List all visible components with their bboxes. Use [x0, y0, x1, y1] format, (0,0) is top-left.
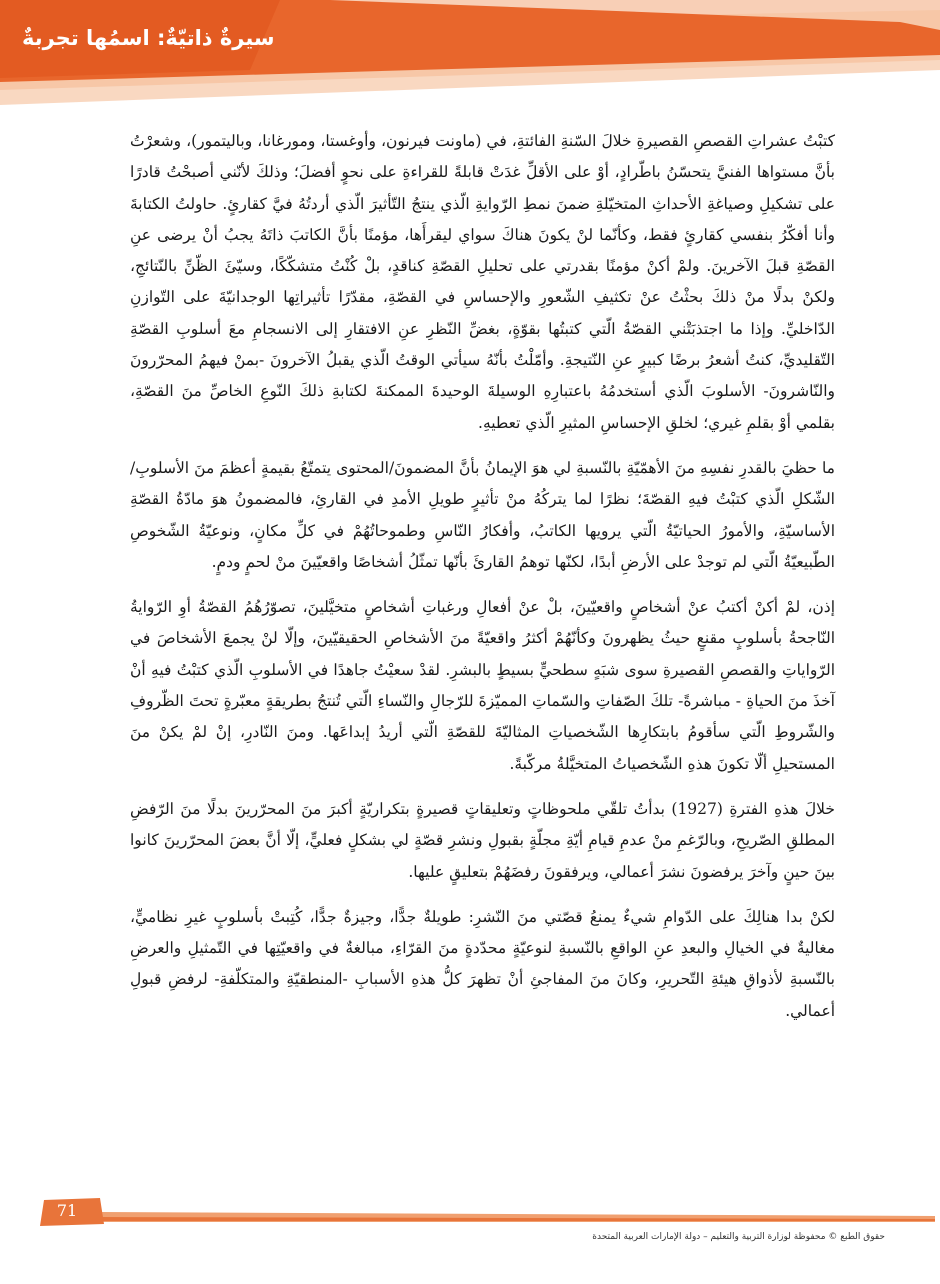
- header-band: [0, 0, 940, 110]
- copyright-notice: حقوق الطبع © محفوظة لوزارة التربية والتعليم – دولة الإمارات العربية المتحدة: [592, 1232, 885, 1242]
- article-body: [130, 126, 835, 1041]
- paragraph-2: ما حظيَ بالقدرِ نفسِهِ منَ الأهمّيّةِ بالنّسبةِ لي هوَ الإيمانُ بأنَّ المضمونَ/المحتوى يتمتّعُ بقيمةٍ أعظمَ منَ الأسلوبِ/الشّكلِ الّذي كتبْتُ فيهِ القصّةَ؛ نظرًا لما يتركُهُ منْ تأثيرٍ طويلِ الأمدِ في القارئِ، فالمضمونُ هوَ مادّةُ القصّةِ الأساسيّةِ، والأمورُ الحياتيّةُ الّتي يرويها الكاتبُ، وأفكارُ النّاسِ وطموحاتُهُمْ في كلِّ مكانٍ، ونوعيّةُ الشّخوصِ الطّبيعيّةُ الّتي لم توجدْ على الأرضِ أبدًا، لكنّها توهمُ القارئَ بأنّها تمثّلُ أشخاصًا واقعيّينَ منْ لحمٍ ودمٍ.: [130, 458, 835, 571]
- paragraph-5: لكنْ بدا هنالِكَ على الدّوامِ شيءٌ يمنعُ قصّتي منَ النّشرِ: طويلةٌ جدًّا، وجيزةٌ جدًّا، كُتِبتْ بأسلوبٍ غيرِ نظاميٍّ، مغاليةٌ في الخيالِ والبعدِ عنِ الواقعِ بالنّسبةِ لنوعيّةٍ محدّدةٍ منَ القرّاءِ، مبالغةٌ في واقعيّتِها في التّمثيلِ والعرضِ بالنّسبةِ لأذواقِ هيئةِ التّحريرِ، وكانَ منَ المفاجئِ أنْ تظهرَ كلُّ هذهِ الأسبابِ -المنطقيّةِ والمتكلّفةِ- لرفضِ قبولِ أعمالي.: [130, 907, 836, 1020]
- page-number: 71: [56, 1201, 78, 1220]
- paragraph-3: إذن، لمْ أكنْ أكتبُ عنْ أشخاصٍ واقعيّينَ، بلْ عنْ أفعالِ ورغباتِ أشخاصٍ متخيَّلينَ، تصوّرُهُمُ القصّةُ أوِ الرّوايةُ النّاجحةُ بأسلوبٍ مقنعٍ حيثُ يظهرونَ وكأنّهُمْ أكثرُ واقعيّةً منَ الأشخاصِ الحقيقيّينَ، وإلّا لنْ يجمعَ الأشخاصَ في الرّواياتِ والقصصِ القصيرةِ سوى شبَهٍ سطحيٍّ بسيطٍ بالبشرِ. لقدْ سعيْتُ جاهدًا في الأسلوبِ الّذي كتبْتُ فيهِ أنْ آخذَ منَ الحياةِ - مباشرةً- تلكَ الصّفاتِ والسّماتِ المميّزةَ للرّجالِ والنّساءِ الّتي تُنتجُ بطريقةٍ معبّرةٍ تحتَ الظّروفِ والشّروطِ الّتي سأقومُ بابتكارِها الشّخصياتِ المثاليّةَ للقصّةِ الّتي أريدُ إبداعَها. ومنَ النّادرِ، إنْ لمْ يكنْ منَ المستحيلِ ألّا تكونَ هذهِ الشّخصياتُ المتخيَّلةُ مركّبةً.: [130, 598, 835, 773]
- page-title: سيرةٌ ذاتيّةٌ: اسمُها تجربةٌ: [22, 26, 275, 50]
- footer-bar: [0, 1196, 940, 1236]
- paragraph-1: كتبْتُ عشراتِ القصصِ القصيرةِ خلالَ السّنةِ الفائتةِ، في (ماونت فيرنون، وأوغستا، ومورغانا، وباليتمور)، وشعرْتُ بأنَّ مستواها الفنيَّ يتحسّنُ باطّرادٍ، أوْ على الأقلِّ غدَتْ قابلةً للقراءةِ على نحوٍ أفضلَ؛ وذلكَ لأنّني أصبحْتُ قادرًا على تشكيلِ وصياغةِ الأحداثِ المتخيّلةِ ضمنَ نمطِ الرّوايةِ الّذي ينتجُ التّأثيرَ الّذي أردتُهُ فيَّ كقارئٍ. حاولتُ الكتابةَ وأنا أفكّرُ بنفسي كقارئٍ فقط، وكأنّما لنْ يكونَ هناكَ سواي ليقرأَها، مؤمنًا بأنَّ الكاتبَ ذاتَهُ يجبُ أنْ يرضى عنِ القصّةِ قبلَ الآخرينَ. ولمْ أكنْ مؤمنًا بقدرتي على تحليلِ القصّةِ كناقدٍ، بلْ كُنْتُ متشكّكًا، وسيّئَ الظّنِّ بالنّتائجِ، ولكنْ بدلًا منْ ذلكَ بحثْتُ عنْ تكثيفِ الشّعورِ والإحساسِ في القصّةِ، مقدّرًا تأثيراتِها الوجدانيّةَ على التّوازنِ الدّاخليِّ. وإذا ما اجتذبَتْني القصّةُ الّتي كتبتُها بقوّةٍ، بغضِّ النّظرِ عنِ الافتقارِ إلى الانسجامِ معَ أسلوبِ القصّةِ التّقليديِّ، كنتُ أشعرُ برضًا كبيرٍ عنِ النّتيجةِ. وأمّلْتُ بأنّهُ سيأتي الوقتُ الّذي يقبلُ الآخرونَ -بمنْ فيهمُ المحرّرونَ والنّاشرونَ- الأسلوبَ الّذي أستخدمُهُ باعتبارِهِ الوسيلةَ الوحيدةَ الممكنةَ لكتابةِ ذلكَ النّوعِ الخاصِّ منَ القصّةِ، بقلمي أوْ بقلمِ غيري؛ لخلقِ الإحساسِ المثيرِ الّذي تعطيهِ.: [130, 132, 835, 432]
- paragraph-4: خلالَ هذهِ الفترةِ (1927) بدأتُ تلقّي ملحوظاتٍ وتعليقاتٍ قصيرةٍ بتكراريّةٍ أكبرَ منَ المحرّرينَ بدلًا منَ الرّفضِ المطلقِ الصّريحِ، وبالرّغمِ منْ عدمِ قيامِ أيّةِ مجلّةٍ بقبولِ ونشرِ قصّةٍ لي بشكلٍ فعليٍّ، إلّا أنَّ بعضَ المحرّرينَ كانوا بينَ حينٍ وآخرَ يرفضونَ نشرَ أعمالي، ويرفقونَ رفضَهُمْ بتعليقٍ عليها.: [130, 799, 835, 881]
